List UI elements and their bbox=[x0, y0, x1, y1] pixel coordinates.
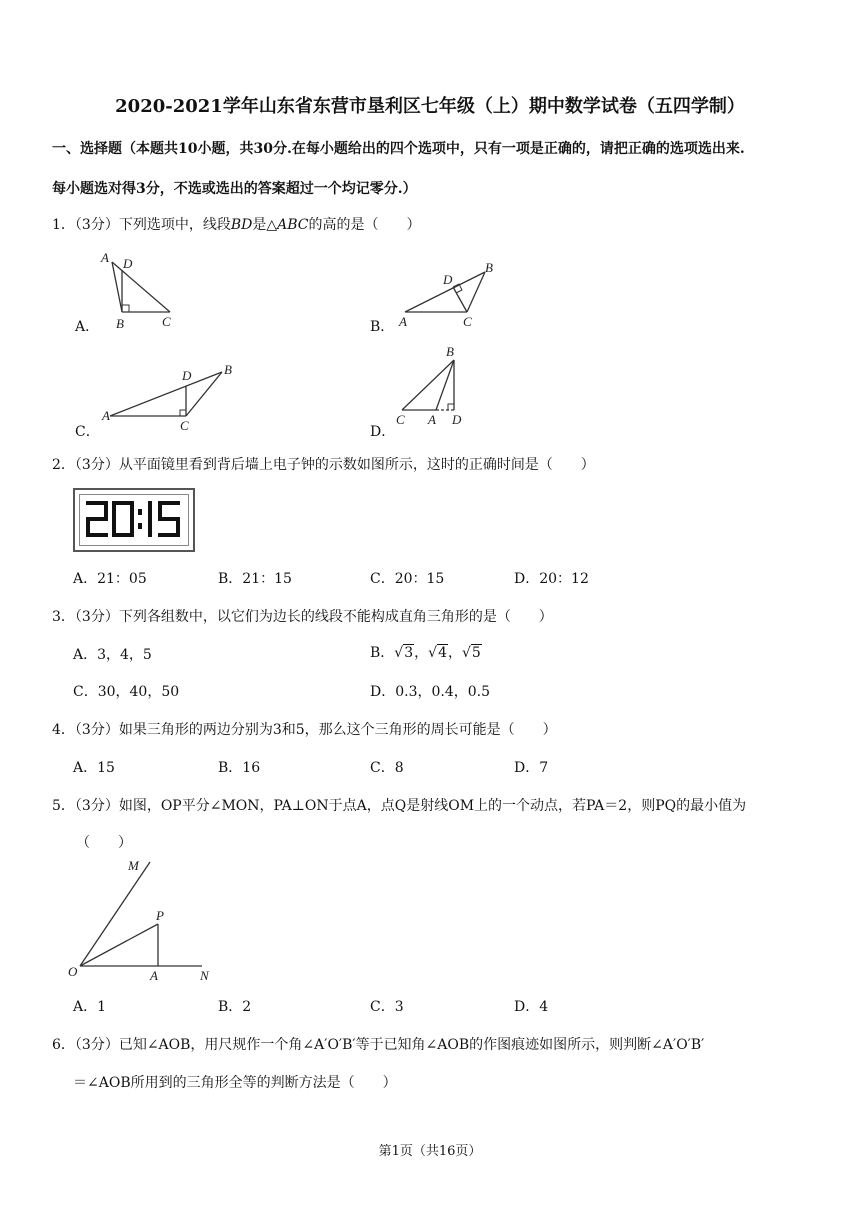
fig1c-label-a: A bbox=[102, 408, 110, 423]
fig1b-label-b: B bbox=[485, 260, 493, 275]
q5-figure-angle bbox=[62, 852, 222, 988]
fig5-label-o: O bbox=[68, 964, 78, 979]
fig1b-label-a: A bbox=[399, 314, 407, 329]
section-heading-line1: 一、选择题（本题共10小题，共30分.在每小题给出的四个选项中，只有一项是正确的，请把正确的选项选出来. bbox=[52, 141, 745, 157]
q2-option-d[interactable]: D．20：12 bbox=[514, 571, 589, 587]
q2-option-c[interactable]: C．20：15 bbox=[370, 571, 445, 587]
fig1d-label-b: B bbox=[446, 344, 454, 359]
question-5-stem-line2: （ ） bbox=[76, 835, 132, 851]
q1-figure-d bbox=[392, 344, 472, 434]
sqrt-icon: √ bbox=[461, 645, 471, 661]
fig1a-label-c: C bbox=[162, 314, 171, 329]
fig1d-label-d: D bbox=[452, 412, 462, 427]
fig1a-label-b: B bbox=[116, 316, 124, 331]
question-1-stem bbox=[52, 214, 421, 234]
q1-mid: 是△ bbox=[252, 217, 278, 233]
q1-figure-b bbox=[395, 256, 505, 336]
q1-triangle: ABC bbox=[277, 217, 309, 233]
q3-option-a[interactable]: A．3，4，5 bbox=[73, 647, 152, 663]
q1-suffix: 的高的是（ ） bbox=[308, 217, 421, 233]
q3-option-c[interactable]: C．30，40，50 bbox=[73, 684, 180, 700]
fig1c-label-d: D bbox=[182, 368, 192, 383]
question-3-stem: 3．（3分）下列各组数中，以它们为边长的线段不能构成直角三角形的是（ ） bbox=[52, 609, 553, 625]
section-heading-line2: 每小题选对得3分，不选或选出的答案超过一个均记零分.） bbox=[52, 181, 417, 197]
sqrt-icon: √ bbox=[428, 645, 438, 661]
fig5-label-a: A bbox=[150, 968, 158, 983]
q4-option-a[interactable]: A．15 bbox=[73, 760, 115, 776]
fig1a-label-d: D bbox=[123, 256, 133, 271]
question-6-stem-line1: 6．（3分）已知∠AOB，用尺规作一个角∠A′O′B′等于已知角∠AOB的作图痕迹如图所示，则判断∠A′O′B′ bbox=[52, 1037, 705, 1053]
fig1d-label-a: A bbox=[428, 412, 436, 427]
q5-option-b[interactable]: B．2 bbox=[218, 999, 252, 1015]
digital-clock-figure bbox=[73, 488, 195, 552]
sqrt-icon: √ bbox=[394, 645, 404, 661]
clock-digits bbox=[80, 495, 186, 543]
q3-option-d[interactable]: D．0.3，0.4，0.5 bbox=[370, 684, 491, 700]
fig1c-label-b: B bbox=[224, 362, 232, 377]
fig1c-label-c: C bbox=[180, 418, 189, 433]
question-2-stem: 2．（3分）从平面镜里看到背后墙上电子钟的示数如图所示，这时的正确时间是（ ） bbox=[52, 457, 595, 473]
q1-option-c-label[interactable]: C． bbox=[75, 424, 100, 440]
page-footer: 第1页（共16页） bbox=[378, 1144, 482, 1159]
q3-radicand-1: 3 bbox=[404, 645, 414, 661]
q1-figure-c bbox=[100, 362, 240, 436]
q1-option-d-label[interactable]: D． bbox=[370, 424, 396, 440]
fig5-label-m: M bbox=[128, 858, 139, 873]
q3-radicand-2: 4 bbox=[438, 645, 447, 661]
question-5-stem-line1: 5．（3分）如图，OP平分∠MON，PA⊥ON于点A，点Q是射线OM上的一个动点，若PA＝2，则PQ的最小值为 bbox=[52, 798, 747, 814]
q2-option-a[interactable]: A．21：05 bbox=[73, 571, 147, 587]
q5-option-c[interactable]: C．3 bbox=[370, 999, 404, 1015]
q2-option-b[interactable]: B．21：15 bbox=[218, 571, 292, 587]
q3-option-b-label: B． bbox=[370, 645, 395, 661]
q4-option-c[interactable]: C．8 bbox=[370, 760, 404, 776]
clock-display bbox=[79, 494, 189, 546]
fig5-label-p: P bbox=[156, 908, 164, 923]
q1-segment: BD bbox=[230, 217, 253, 233]
q1-option-b-label[interactable]: B． bbox=[370, 319, 395, 335]
q1-prefix: 1．（3分）下列选项中，线段 bbox=[52, 217, 231, 233]
question-6-stem-line2: ＝∠AOB所用到的三角形全等的判断方法是（ ） bbox=[73, 1075, 397, 1091]
question-4-stem: 4．（3分）如果三角形的两边分别为3和5，那么这个三角形的周长可能是（ ） bbox=[52, 722, 557, 738]
q1-option-a-label[interactable]: A． bbox=[75, 319, 100, 335]
fig1a-label-a: A bbox=[101, 250, 109, 265]
q5-option-a[interactable]: A．1 bbox=[73, 999, 107, 1015]
q4-option-b[interactable]: B．16 bbox=[218, 760, 261, 776]
q3-radicand-3: 5 bbox=[471, 645, 481, 661]
fig5-label-n: N bbox=[200, 968, 209, 983]
fig1b-label-c: C bbox=[463, 314, 472, 329]
q1-figure-a bbox=[98, 248, 188, 332]
q5-option-d[interactable]: D．4 bbox=[514, 999, 549, 1015]
q4-option-d[interactable]: D．7 bbox=[514, 760, 549, 776]
fig1b-label-d: D bbox=[443, 272, 453, 287]
q3-option-b[interactable]: B．√3，√4，√5 bbox=[370, 645, 481, 661]
page-title: 2020-2021学年山东省东营市垦利区七年级（上）期中数学试卷（五四学制） bbox=[115, 96, 745, 117]
fig1d-label-c: C bbox=[396, 412, 405, 427]
